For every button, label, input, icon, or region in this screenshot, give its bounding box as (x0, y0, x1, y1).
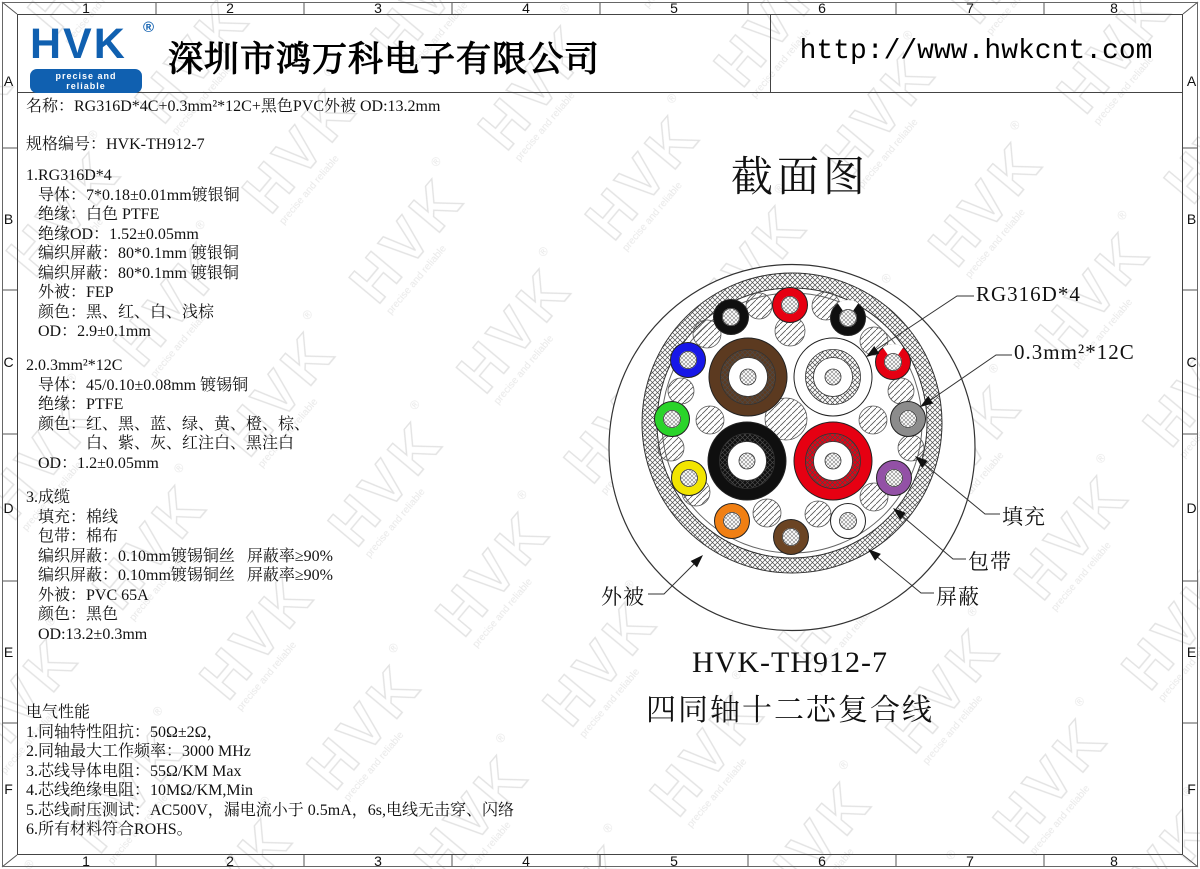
frame-row-label: F (4, 781, 13, 797)
frame-column-label: 3 (374, 853, 382, 869)
diagram-title: 截面图 (730, 155, 869, 201)
frame-column-label: 2 (226, 853, 234, 869)
frame-row-label: A (3, 73, 14, 89)
callout-coax: RG316D*4 (976, 282, 1081, 306)
spec-line: 导体：45/0.10±0.08mm 镀锡铜 (26, 376, 249, 394)
frame-column-label: 4 (522, 0, 530, 16)
spec-line: 1.同轴特性阻抗：50Ω±2Ω， (26, 723, 223, 741)
frame-column-label: 4 (522, 853, 530, 869)
spec-line: 编织屏蔽：0.10mm镀锡铜丝 屏蔽率≥90% (26, 567, 334, 584)
logo-text: HVK (30, 20, 127, 68)
spec-line: 3.芯线导体电阻：55Ω/KM Max (26, 762, 242, 780)
frame-row-label: E (1186, 644, 1197, 660)
spec-line: OD：2.9±0.1mm (26, 323, 151, 340)
spec-section-electrical (26, 703, 514, 840)
callout-jacket: 外被 (601, 585, 645, 609)
diagram-caption: 四同轴十二芯复合线 (646, 694, 934, 727)
spec-line: 4.芯线绝缘电阻：10MΩ/KM,Min (26, 782, 254, 799)
frame-column-label: 2 (226, 0, 234, 16)
spec-line: 颜色：红、黑、蓝、绿、黄、橙、棕、 (26, 415, 311, 433)
spec-line: 填充：棉线 (26, 508, 119, 526)
frame-column-label: 6 (818, 853, 826, 869)
registered-trademark-icon: ® (143, 19, 155, 36)
frame-column-label: 5 (670, 0, 678, 16)
spec-line: 3.成缆 (26, 489, 71, 506)
spec-line: 2.同轴最大工作频率：3000 MHz (26, 743, 251, 760)
frame-row-label: C (1186, 354, 1197, 370)
frame-column-label: 3 (374, 0, 382, 16)
frame-column-label: 8 (1110, 853, 1118, 869)
frame-column-label: 6 (818, 0, 826, 16)
frame-column-label: 7 (966, 0, 974, 16)
frame-row-label: B (3, 211, 14, 227)
frame-row-label: F (1187, 781, 1196, 797)
spec-line: OD:13.2±0.3mm (26, 625, 148, 643)
spec-line: 绝缘OD：1.52±0.05mm (26, 225, 199, 243)
spec-line: 导体：7*0.18±0.01mm镀银铜 (26, 186, 240, 204)
frame-column-label: 1 (82, 853, 90, 869)
frame-row-label: B (1186, 211, 1197, 227)
frame-column-label: 8 (1110, 0, 1118, 16)
frame-column-label: 7 (966, 853, 974, 869)
spec-line: 编织屏蔽：80*0.1mm 镀银铜 (26, 264, 239, 282)
diagram-model-number: HVK-TH912-7 (692, 646, 888, 679)
callout-tape: 包带 (968, 550, 1012, 574)
spec-line: 绝缘：PTFE (26, 396, 124, 413)
spec-line: 2.0.3mm²*12C (26, 357, 123, 374)
cable-name-line: 名称：RG316D*4C+0.3mm²*12C+黑色PVC外被 OD:13.2mm (26, 98, 441, 115)
spec-section-cores (26, 356, 310, 473)
spec-line: 1.RG316D*4 (26, 167, 112, 184)
spec-line: 5.芯线耐压测试：AC500V，漏电流小于 0.5mA，6s,电线无击穿、闪络 (26, 801, 515, 819)
company-name: 深圳市鸿万科电子有限公司 (168, 40, 601, 79)
spec-section-cabling (26, 488, 333, 644)
frame-row-label: A (1186, 73, 1197, 89)
website-url: http://www.hwkcnt.com (799, 36, 1153, 67)
spec-line: 外被：PVC 65A (26, 586, 149, 604)
frame-row-label: C (3, 354, 14, 370)
spec-line: 6.所有材料符合ROHS。 (26, 821, 193, 838)
spec-line: 绝缘：白色 PTFE (26, 206, 160, 223)
spec-line: 白、紫、灰、红注白、黑注白 (26, 435, 295, 452)
callout-filler: 填充 (1002, 505, 1046, 529)
spec-section-coax (26, 166, 240, 342)
logo-tagline: precise and reliable (30, 69, 142, 93)
frame-row-label: D (3, 500, 14, 516)
spec-line: 颜色：黑、红、白、浅棕 (26, 303, 215, 321)
spec-number-line: 规格编号：HVK-TH912-7 (26, 136, 205, 153)
spec-line: 电气性能 (26, 704, 91, 721)
spec-line: 颜色：黑色 (26, 606, 119, 623)
hvk-logo (30, 19, 155, 93)
spec-line: OD：1.2±0.05mm (26, 454, 159, 472)
spec-line: 编织屏蔽：80*0.1mm 镀银铜 (26, 245, 239, 262)
frame-column-label: 1 (82, 0, 90, 16)
spec-line: 外被：FEP (26, 284, 114, 301)
frame-row-label: D (1186, 500, 1197, 516)
frame-column-label: 5 (670, 853, 678, 869)
frame-row-label: E (3, 644, 14, 660)
spec-line: 包带：棉布 (26, 528, 119, 545)
callout-shield: 屏蔽 (936, 585, 980, 609)
spec-line: 编织屏蔽：0.10mm镀锡铜丝 屏蔽率≥90% (26, 547, 334, 565)
callout-cores: 0.3mm²*12C (1014, 340, 1135, 364)
